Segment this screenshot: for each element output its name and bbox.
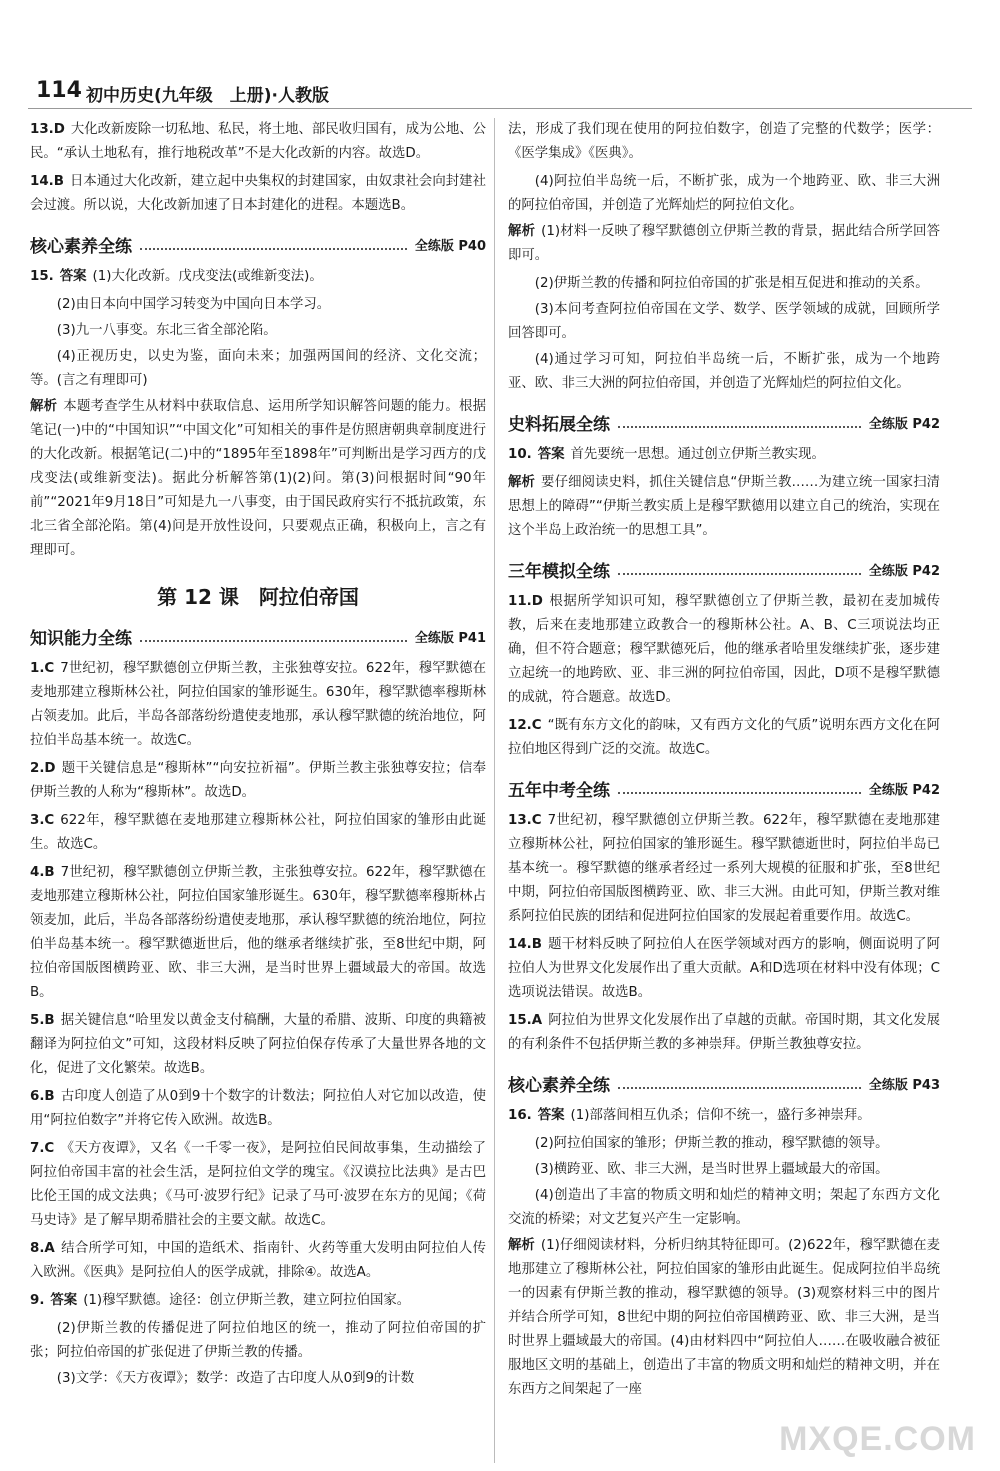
answer-item: 14.B 题干材料反映了阿拉伯人在医学领域对西方的影响，侧面说明了阿拉伯人为世界文化发展作出了重大贡献。A和D选项在材料中没有体现；C选项说法错误。故选B。	[508, 937, 940, 1000]
answer-item: 11.D 根据所学知识可知，穆罕默德创立了伊斯兰教，最初在麦加城传教，后来在麦地那建立政教合一的穆斯林公社。A、B、C三项说法均正确，但不符合题意；穆罕默德死后，他的继承者哈里发继续扩张，逐步建立起统一的地跨欧、亚、非三洲的阿拉伯帝国，因此，D项不是穆罕默德的成就，符合题意。故选D。	[508, 594, 940, 705]
answer-line: (3)九一八事变。东北三省全部沦陷。	[56, 323, 277, 338]
answer-line: (3)横跨亚、欧、非三大洲，是当时世界上疆域最大的帝国。	[534, 1162, 889, 1177]
left-column	[30, 118, 486, 1393]
section-heading: 三年模拟全练 全练版 P42	[508, 562, 940, 582]
answer-line: (4)阿拉伯半岛统一后，不断扩张，成为一个地跨亚、欧、非三大洲的阿拉伯帝国，并创造了光辉灿烂的阿拉伯文化。	[508, 174, 940, 213]
answer-item: 13.C 7世纪初，穆罕默德创立伊斯兰教。622年，穆罕默德在麦地那建立穆斯林公社，阿拉伯国家的雏形诞生。穆罕默德逝世时，阿拉伯半岛已基本统一。穆罕默德的继承者经过一系列大规模的征服和扩张，至8世纪中期，阿拉伯帝国版图横跨亚、欧、非三大洲。由此可知，伊斯兰教对维系阿拉伯民族的团结和促进阿拉伯国家的发展起着重要作用。故选C。	[508, 813, 940, 924]
answer-item: 4.B 7世纪初，穆罕默德创立伊斯兰教，主张独尊安拉。622年，穆罕默德在麦地那建立穆斯林公社，阿拉伯国家雏形诞生。630年，穆罕默德率穆斯林占领麦加，此后，半岛各部落纷纷遣使麦地那，承认穆罕默德的统治地位，阿拉伯半岛基本统一。穆罕默德逝世后，他的继承者继续扩张，至8世纪中期，阿拉伯帝国版图横跨亚、欧、非三大洲，是当时世界上疆域最大的帝国。故选B。	[30, 865, 486, 1000]
book-title: 初中历史(九年级 上册)·人教版	[86, 86, 329, 106]
answer-item: 13.D 大化改新废除一切私地、私民，将土地、部民收归国有，成为公地、公民。“承认土地私有，推行地税改革”不是大化改新的内容。故选D。	[30, 122, 486, 161]
answer-line: 法，形成了我们现在使用的阿拉伯数字，创造了完整的代数学；医学：《医学集成》《医典》。	[508, 122, 940, 161]
analysis-line: (4)通过学习可知，阿拉伯半岛统一后，不断扩张，成为一个地跨亚、欧、非三大洲的阿拉伯帝国，并创造了光辉灿烂的阿拉伯文化。	[508, 352, 940, 391]
answer-line: (3)文学：《天方夜谭》；数学：改造了古印度人从0到9的计数	[56, 1371, 415, 1386]
answer-item: 1.C 7世纪初，穆罕默德创立伊斯兰教，主张独尊安拉。622年，穆罕默德在麦地那建立穆斯林公社，阿拉伯国家的雏形诞生。630年，穆罕默德率穆斯林占领麦加。此后，半岛各部落纷纷遣使麦地那，承认穆罕默德的统治地位，阿拉伯半岛基本统一。故选C。	[30, 661, 486, 748]
answer-line: (4)正视历史，以史为鉴，面向未来；加强两国间的经济、文化交流；等。(言之有理即可)	[30, 349, 486, 388]
section-heading: 史料拓展全练 全练版 P42	[508, 415, 940, 435]
answer-line: (2)阿拉伯国家的雏形；伊斯兰教的推动，穆罕默德的领导。	[534, 1136, 889, 1151]
analysis-line: (2)伊斯兰教的传播和阿拉伯帝国的扩张是相互促进和推动的关系。	[534, 276, 929, 291]
answer-item: 3.C 622年，穆罕默德在麦地那建立穆斯林公社，阿拉伯国家的雏形由此诞生。故选C。	[30, 813, 486, 852]
answer-item: 10. 答案 首先要统一思想。通过创立伊斯兰教实现。	[508, 447, 825, 462]
analysis-line: (3)本问考查阿拉伯帝国在文学、数学、医学领域的成就，回顾所学回答即可。	[508, 302, 940, 341]
section-heading: 知识能力全练 全练版 P41	[30, 629, 486, 649]
section-heading: 五年中考全练 全练版 P42	[508, 781, 940, 801]
answer-line: (4)创造出了丰富的物质文明和灿烂的精神文明；架起了东西方文化交流的桥梁；对文艺复兴产生一定影响。	[508, 1188, 940, 1227]
section-heading: 核心素养全练 全练版 P40	[30, 237, 486, 257]
analysis: 解析 要仔细阅读史料，抓住关键信息“伊斯兰教……为建立统一国家扫清思想上的障碍”“伊斯兰教实质上是穆罕默德用以建立自己的统治，实现在这个半岛上政治统一的思想工具”。	[508, 475, 940, 538]
answer-item: 7.C 《天方夜谭》，又名《一千零一夜》，是阿拉伯民间故事集，生动描绘了阿拉伯帝国丰富的社会生活，是阿拉伯文学的瑰宝。《汉谟拉比法典》是古巴比伦王国的成文法典；《马可·波罗行纪》记录了马可·波罗在东方的见闻；《荷马史诗》是了解早期希腊社会的主要文献。故选C。	[30, 1141, 486, 1228]
column-divider	[494, 118, 495, 1463]
answer-item: 15.A 阿拉伯为世界文化发展作出了卓越的贡献。帝国时期，其文化发展的有利条件不包括伊斯兰教的多神崇拜。伊斯兰教独尊安拉。	[508, 1013, 940, 1052]
header-rule	[28, 108, 972, 109]
answer-line: (2)伊斯兰教的传播促进了阿拉伯地区的统一，推动了阿拉伯帝国的扩张；阿拉伯帝国的扩张促进了伊斯兰教的传播。	[30, 1321, 486, 1360]
right-column	[508, 118, 940, 1406]
analysis: 解析 (1)材料一反映了穆罕默德创立伊斯兰教的背景，据此结合所学回答即可。	[508, 224, 941, 263]
page-header	[28, 78, 972, 108]
answer-item: 8.A 结合所学可知，中国的造纸术、指南针、火药等重大发明由阿拉伯人传入欧洲。《医典》是阿拉伯人的医学成就，排除④。故选A。	[30, 1241, 486, 1280]
watermark: MXQE.COM	[779, 1420, 976, 1458]
page-number: 114	[36, 78, 82, 103]
analysis: 解析 本题考查学生从材料中获取信息、运用所学知识解答问题的能力。根据笔记(一)中的“中国知识”“中国文化”可知相关的事件是仿照唐朝典章制度进行的大化改新。根据笔记(二)中的“1895年至1898年”可判断出是学习西方的戊戌变法(或维新变法)。据此分析解答第(1)(2)问。第(3)问根据时间“90年前”“2021年9月18日”可知是九一八事变，由于国民政府实行不抵抗政策，东北三省全部沦陷。第(4)问是开放性设问，只要观点正确，积极向上，言之有理即可。	[30, 399, 487, 558]
answer-item: 12.C “既有东方文化的韵味，又有西方文化的气质”说明东西方文化在阿拉伯地区得到广泛的交流。故选C。	[508, 718, 940, 757]
answer-line: (2)由日本向中国学习转变为中国向日本学习。	[56, 297, 331, 312]
answer-item: 14.B 日本通过大化改新，建立起中央集权的封建国家，由奴隶社会向封建社会过渡。所以说，大化改新加速了日本封建化的进程。本题选B。	[30, 174, 486, 213]
answer-item: 6.B 古印度人创造了从0到9十个数字的计数法；阿拉伯人对它加以改造，使用“阿拉伯数字”并将它传入欧洲。故选B。	[30, 1089, 486, 1128]
answer-item: 15. 答案 (1)大化改新。戊戌变法(或维新变法)。	[30, 269, 323, 284]
section-heading: 核心素养全练 全练版 P43	[508, 1076, 940, 1096]
answer-item: 5.B 据关键信息“哈里发以黄金支付稿酬，大量的希腊、波斯、印度的典籍被翻译为阿拉伯文”可知，这段材料反映了阿拉伯保存传承了大量世界各地的文化，促进了文化繁荣。故选B。	[30, 1013, 486, 1076]
answer-item: 16. 答案 (1)部落间相互仇杀；信仰不统一，盛行多神崇拜。	[508, 1108, 871, 1123]
answer-item: 2.D 题干关键信息是“穆斯林”“向安拉祈福”。伊斯兰教主张独尊安拉；信奉伊斯兰教的人称为“穆斯林”。故选D。	[30, 761, 486, 800]
lesson-title: 第 12 课 阿拉伯帝国	[157, 585, 359, 609]
answer-item: 9. 答案 (1)穆罕默德。途径：创立伊斯兰教，建立阿拉伯国家。	[30, 1293, 411, 1308]
analysis: 解析 (1)仔细阅读材料，分析归纳其特征即可。(2)622年，穆罕默德在麦地那建立了穆斯林公社，阿拉伯国家的雏形由此诞生。促成阿拉伯半岛统一的因素有伊斯兰教的推动，穆罕默德的领导。(3)观察材料三中的图片并结合所学可知，8世纪中期的阿拉伯帝国横跨亚、欧、非三大洲，是当时世界上疆域最大的帝国。(4)由材料四中“阿拉伯人……在吸收融合被征服地区文明的基础上，创造出了丰富的物质文明和灿烂的精神文明，并在东西方之间架起了一座	[508, 1238, 941, 1397]
